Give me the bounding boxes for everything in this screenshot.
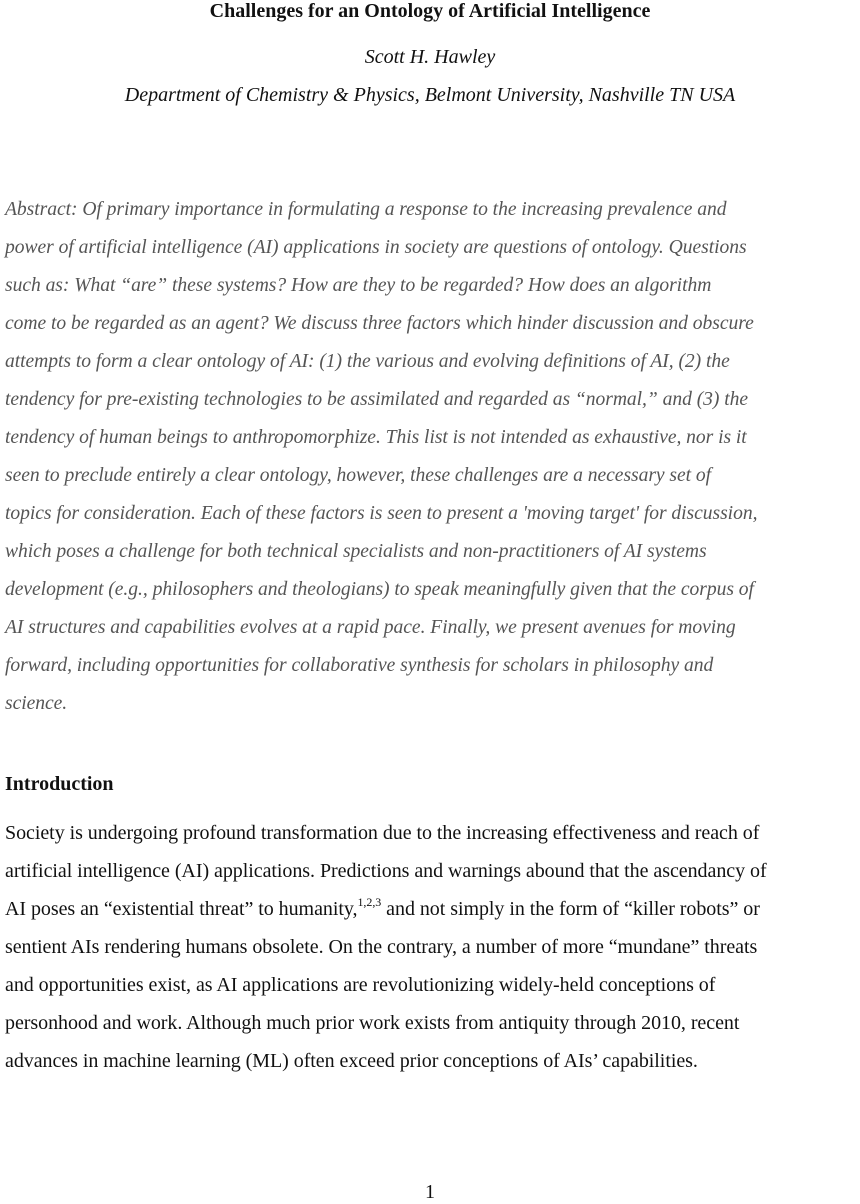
section-heading-introduction: Introduction [5, 773, 114, 795]
introduction-paragraph [5, 814, 857, 1080]
abstract-line: topics for consideration. Each of these factors is seen to present a 'moving target' for discussion, [5, 503, 758, 524]
abstract-line: forward, including opportunities for collaborative synthesis for scholars in philosophy and [5, 655, 714, 676]
intro-line-with-citation [5, 890, 857, 928]
intro-line: sentient AIs rendering humans obsolete. On the contrary, a number of more “mundane” threats [5, 936, 758, 958]
abstract-line: development (e.g., philosophers and theologians) to speak meaningfully given that the corpus of [5, 579, 754, 600]
abstract [5, 191, 857, 723]
abstract-line: attempts to form a clear ontology of AI: (1) the various and evolving definitions of AI, (2) the [5, 351, 730, 372]
page-number: 1 [425, 1181, 435, 1203]
author-name: Scott H. Hawley [364, 46, 496, 68]
intro-line: Society is undergoing profound transformation due to the increasing effectiveness and reach of [5, 822, 760, 844]
abstract-line: science. [5, 693, 68, 714]
citation-superscript[interactable]: 1,2,3 [357, 895, 382, 910]
intro-text: AI poses an “existential threat” to humanity, [5, 898, 358, 920]
paper-title: Challenges for an Ontology of Artificial Intelligence [209, 0, 651, 22]
intro-line: and opportunities exist, as AI applications are revolutionizing widely-held conceptions of [5, 974, 716, 996]
abstract-line: seen to preclude entirely a clear ontology, however, these challenges are a necessary set of [5, 465, 712, 486]
abstract-line: come to be regarded as an agent? We discuss three factors which hinder discussion and obscure [5, 313, 754, 334]
abstract-line: tendency for pre-existing technologies to be assimilated and regarded as “normal,” and (3) the [5, 389, 749, 410]
author-affiliation: Department of Chemistry & Physics, Belmont University, Nashville TN USA [124, 84, 736, 106]
abstract-line: Abstract: Of primary importance in formulating a response to the increasing prevalence and [5, 199, 727, 220]
abstract-line: which poses a challenge for both technical specialists and non-practitioners of AI systems [5, 541, 707, 562]
intro-line: advances in machine learning (ML) often exceed prior conceptions of AIs’ capabilities. [5, 1050, 698, 1072]
intro-line: artificial intelligence (AI) applications. Predictions and warnings abound that the ascendancy of [5, 860, 767, 882]
abstract-line: power of artificial intelligence (AI) applications in society are questions of ontology. Questions [5, 237, 747, 258]
intro-text: and not simply in the form of “killer robots” or [381, 898, 760, 920]
abstract-line: AI structures and capabilities evolves at a rapid pace. Finally, we present avenues for moving [5, 617, 736, 638]
abstract-line: such as: What “are” these systems? How are they to be regarded? How does an algorithm [5, 275, 712, 296]
intro-line: personhood and work. Although much prior work exists from antiquity through 2010, recent [5, 1012, 740, 1034]
abstract-line: tendency of human beings to anthropomorphize. This list is not intended as exhaustive, nor is it [5, 427, 747, 448]
